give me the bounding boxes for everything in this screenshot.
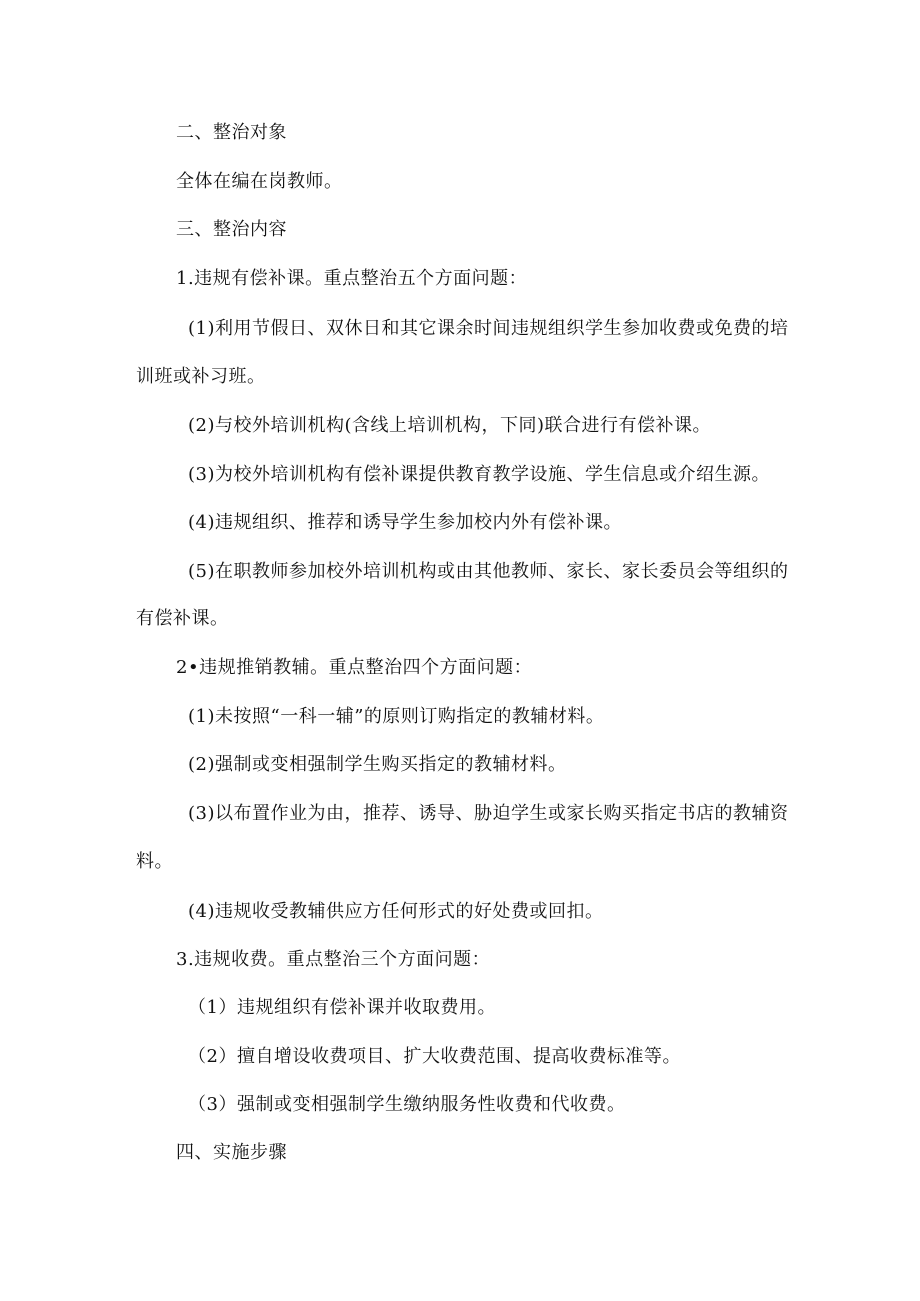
paragraph-line: 料。 bbox=[136, 851, 173, 872]
paragraph-line: (4)违规组织、推荐和诱导学生参加校内外有偿补课。 bbox=[188, 512, 622, 533]
item-heading-materials: 2•违规推销教辅。重点整治四个方面问题： bbox=[176, 657, 533, 678]
paragraph-line: （1）违规组织有偿补课并收取费用。 bbox=[188, 997, 496, 1018]
paragraph-line: (4)违规收受教辅供应方任何形式的好处费或回扣。 bbox=[188, 901, 604, 922]
item-heading-fees: 3.违规收费。重点整治三个方面问题： bbox=[176, 949, 491, 970]
paragraph-line: (2)与校外培训机构(含线上培训机构，下同)联合进行有偿补课。 bbox=[188, 415, 712, 436]
paragraph-line: (2)强制或变相强制学生购买指定的教辅材料。 bbox=[188, 754, 567, 775]
paragraph-line: 训班或补习班。 bbox=[136, 366, 266, 387]
paragraph-line: (1)未按照“一科一辅”的原则订购指定的教辅材料。 bbox=[188, 706, 605, 727]
paragraph-line: （3）强制或变相强制学生缴纳服务性收费和代收费。 bbox=[188, 1094, 626, 1115]
paragraph-line: (1)利用节假日、双休日和其它课余时间违规组织学生参加收费或免费的培 bbox=[188, 318, 789, 339]
paragraph-line: (5)在职教师参加校外培训机构或由其他教师、家长、家长委员会等组织的 bbox=[188, 561, 789, 582]
section-heading-targets: 二、整治对象 bbox=[176, 122, 287, 143]
paragraph-line: （2）擅自增设收费项目、扩大收费范围、提高收费标准等。 bbox=[188, 1046, 681, 1067]
paragraph-line: 有偿补课。 bbox=[136, 608, 229, 629]
section-heading-content: 三、整治内容 bbox=[176, 219, 287, 240]
section-heading-steps: 四、实施步骤 bbox=[176, 1142, 287, 1163]
paragraph-line: (3)为校外培训机构有偿补课提供教育教学设施、学生信息或介绍生源。 bbox=[188, 464, 770, 485]
item-heading-tutoring: 1.违规有偿补课。重点整治五个方面问题： bbox=[176, 268, 528, 289]
paragraph-line: (3)以布置作业为由，推荐、诱导、胁迫学生或家长购买指定书店的教辅资 bbox=[188, 803, 789, 824]
paragraph-targets: 全体在编在岗教师。 bbox=[176, 171, 343, 192]
